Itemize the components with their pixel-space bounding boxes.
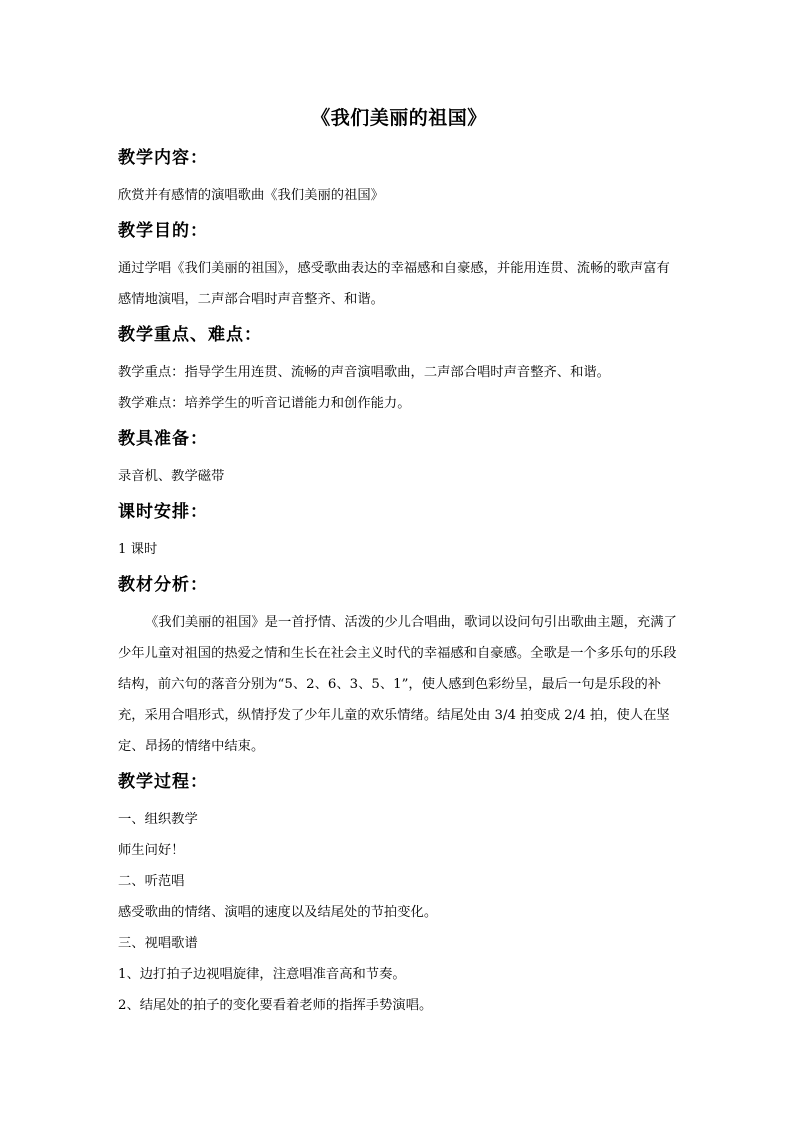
- process-line: 感受歌曲的情绪、演唱的速度以及结尾处的节拍变化。: [118, 905, 438, 920]
- heading-content: 教学内容：: [118, 148, 208, 168]
- process-line: 1、边打拍子边视唱旋律，注意唱准音高和节奏。: [118, 967, 406, 982]
- difficult-point-text: 教学难点：培养学生的听音记谱能力和创作能力。: [118, 396, 411, 411]
- process-line: 2、结尾处的拍子的变化要看着老师的指挥手势演唱。: [118, 998, 433, 1013]
- schedule-text: 1 课时: [118, 542, 158, 557]
- heading-analysis: 教材分析：: [118, 575, 208, 595]
- goals-text: 通过学唱《我们美丽的祖国》，感受歌曲表达的幸福感和自豪感，并能用连贯、流畅的歌声富有感情地演唱，二声部合唱时声音整齐、和谐。: [118, 261, 670, 307]
- document-page: [118, 103, 680, 1021]
- heading-goals: 教学目的：: [118, 221, 208, 241]
- heading-tools: 教具准备：: [118, 429, 208, 449]
- process-line: 师生问好！: [118, 843, 185, 858]
- content-text: 欣赏并有感情的演唱歌曲《我们美丽的祖国》: [118, 188, 384, 203]
- analysis-text: 《我们美丽的祖国》是一首抒情、活泼的少儿合唱曲，歌词以设问句引出歌曲主题，充满了少年儿童对祖国的热爱之情和生长在社会主义时代的幸福感和自豪感。全歌是一个多乐句的乐段结构，前六句的落音分别为“5、2、6、3、5、1”，使人感到色彩纷呈，最后一句是乐段的补充，采用合唱形式，纵情抒发了少年儿童的欢乐情绪。结尾处由 3/4 拍变成 2/4 拍，使人在坚定、昂扬的情绪中结束。: [118, 615, 677, 754]
- heading-key-points: 教学重点、难点：: [118, 325, 262, 345]
- process-line: 一、组织教学: [118, 812, 198, 827]
- heading-schedule: 课时安排：: [118, 502, 208, 522]
- process-line: 二、听范唱: [118, 874, 185, 889]
- heading-process: 教学过程：: [118, 772, 208, 792]
- tools-text: 录音机、教学磁带: [118, 469, 225, 484]
- key-point-text: 教学重点：指导学生用连贯、流畅的声音演唱歌曲，二声部合唱时声音整齐、和谐。: [118, 365, 610, 380]
- page-title: 《我们美丽的祖国》: [311, 107, 487, 129]
- process-line: 三、视唱歌谱: [118, 936, 198, 951]
